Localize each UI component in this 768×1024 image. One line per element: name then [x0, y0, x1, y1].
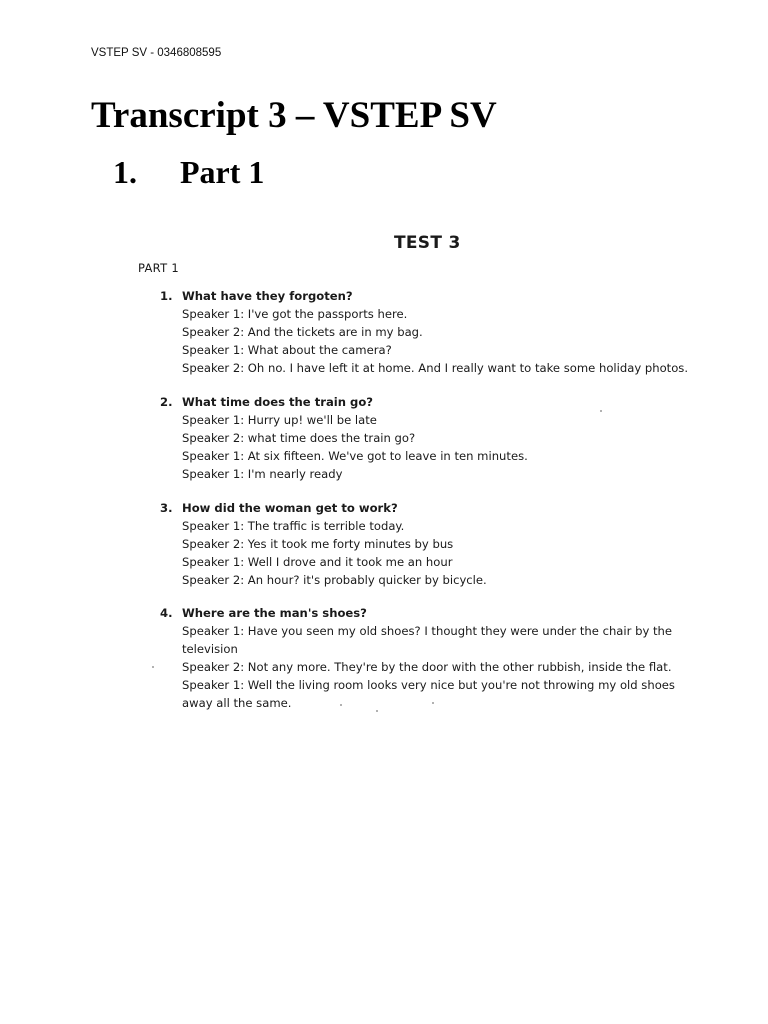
transcript-line: Speaker 2: Yes it took me forty minutes by bus	[182, 537, 454, 551]
scan-speck	[340, 704, 342, 706]
transcript-line: Speaker 1: The traffic is terrible today.	[182, 519, 405, 533]
question-number: 3.	[160, 501, 173, 515]
transcript-line: Speaker 1: I've got the passports here.	[182, 307, 408, 321]
question-4	[160, 604, 720, 712]
question-title	[160, 393, 720, 411]
transcript-line: Speaker 1: Hurry up! we'll be late	[182, 413, 377, 427]
page-header: VSTEP SV - 0346808595	[91, 47, 222, 59]
question-title	[160, 287, 720, 305]
transcript-line: Speaker 2: And the tickets are in my bag.	[182, 325, 423, 339]
question-text: What have they forgoten?	[182, 289, 353, 303]
scan-speck	[600, 410, 602, 412]
document-title: Transcript 3 – VSTEP SV	[91, 95, 497, 136]
question-number: 2.	[160, 395, 173, 409]
transcript-line: Speaker 1: At six fifteen. We've got to leave in ten minutes.	[182, 449, 528, 463]
question-text: How did the woman get to work?	[182, 501, 398, 515]
scan-speck	[152, 666, 154, 668]
scanned-transcript	[130, 226, 720, 726]
question-title	[160, 604, 720, 622]
question-number: 1.	[160, 289, 173, 303]
question-3	[160, 499, 720, 589]
question-2	[160, 393, 720, 483]
scan-speck	[376, 710, 378, 712]
transcript-line: Speaker 1: What about the camera?	[182, 343, 392, 357]
question-text: Where are the man's shoes?	[182, 606, 367, 620]
transcript-line: Speaker 1: Have you seen my old shoes? I thought they were under the chair by the television	[182, 624, 673, 656]
part-label: PART 1	[138, 261, 180, 275]
question-text: What time does the train go?	[182, 395, 374, 409]
question-number: 4.	[160, 606, 173, 620]
transcript-line: Speaker 1: Well the living room looks very nice but you're not throwing my old shoes away all the same.	[182, 678, 675, 710]
question-title	[160, 499, 720, 517]
question-1	[160, 287, 720, 377]
section-heading	[113, 152, 264, 192]
test-title: TEST 3	[394, 233, 461, 253]
transcript-line: Speaker 1: I'm nearly ready	[182, 467, 343, 481]
section-label: Part 1	[180, 154, 265, 190]
transcript-line: Speaker 2: Not any more. They're by the door with the other rubbish, inside the flat.	[182, 660, 672, 674]
scan-speck	[432, 702, 434, 704]
transcript-line: Speaker 2: what time does the train go?	[182, 431, 416, 445]
transcript-line: Speaker 2: An hour? it's probably quicker by bicycle.	[182, 573, 487, 587]
transcript-line: Speaker 1: Well I drove and it took me an hour	[182, 555, 453, 569]
section-number: 1.	[113, 154, 137, 190]
transcript-line: Speaker 2: Oh no. I have left it at home. And I really want to take some holiday photos.	[182, 361, 689, 375]
